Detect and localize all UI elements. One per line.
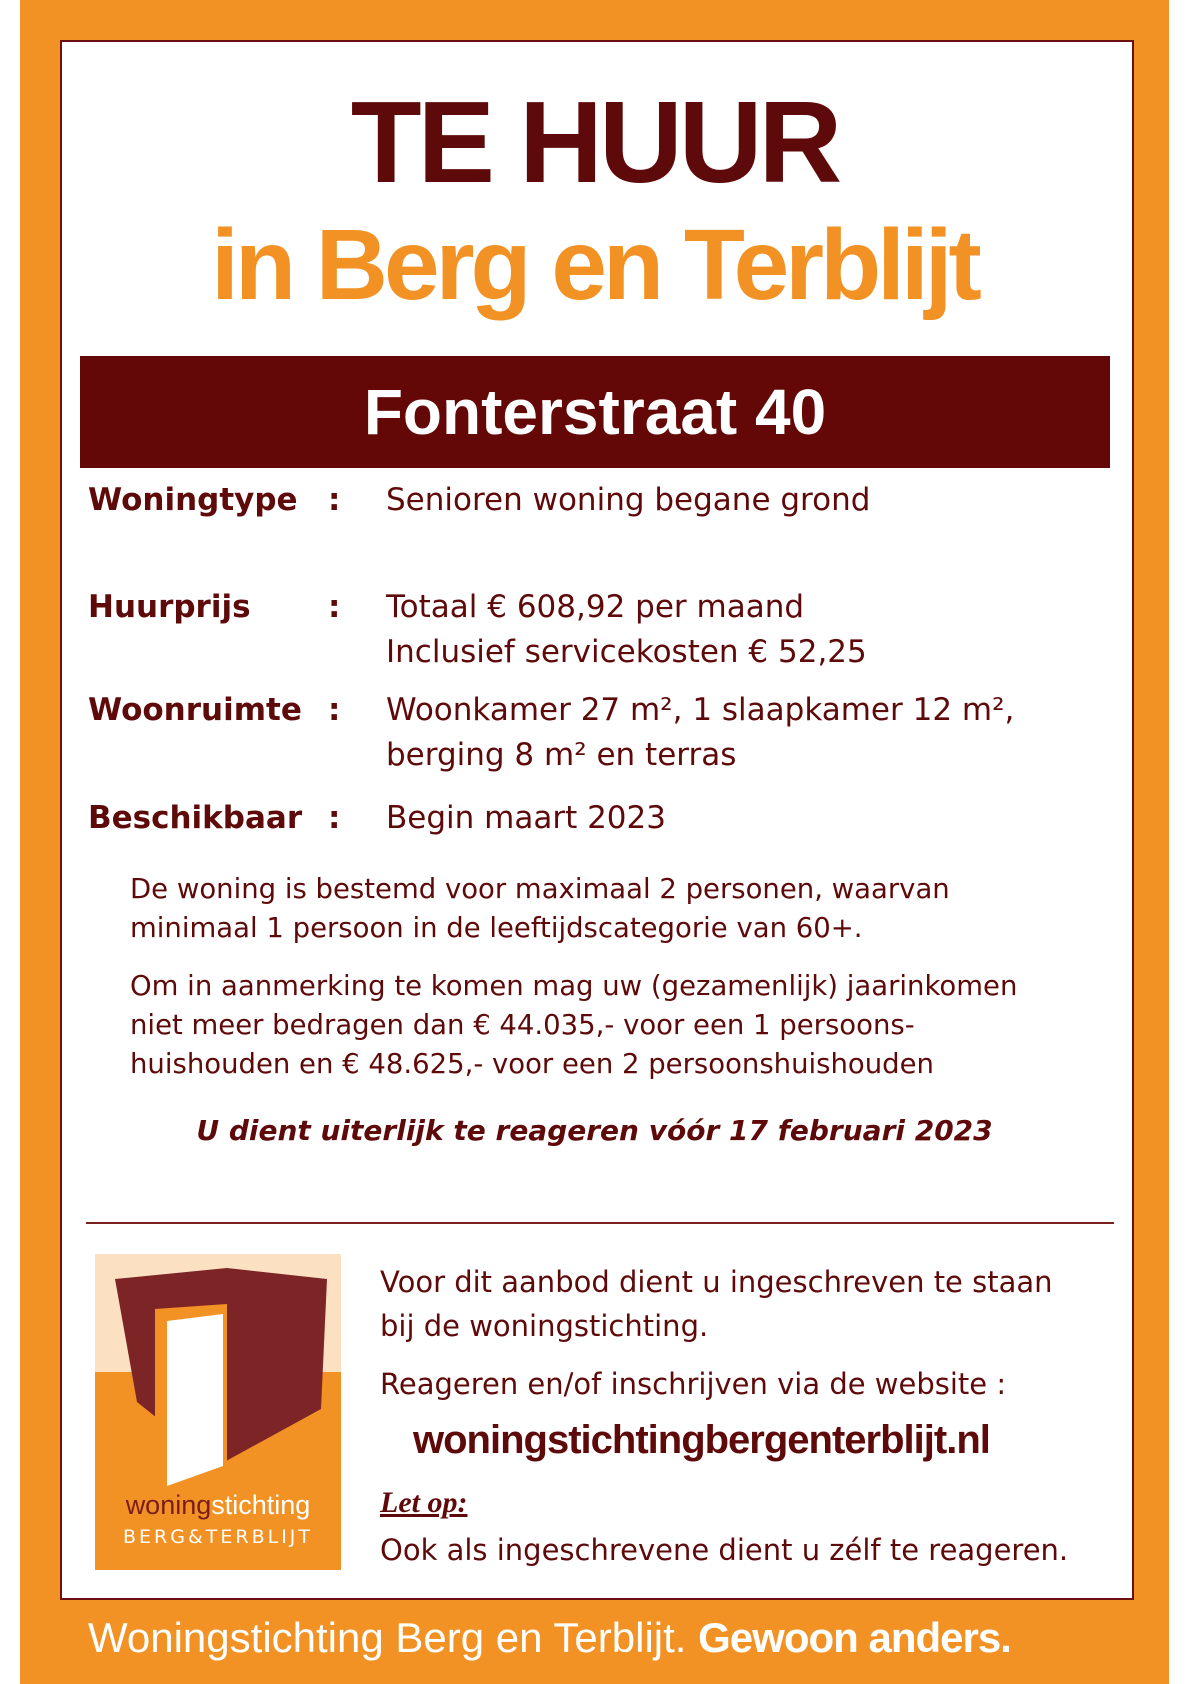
registration-line: bij de woningstichting. (380, 1309, 709, 1343)
conditions-line: De woning is bestemd voor maximaal 2 personen, waarvan (130, 873, 950, 905)
note-text: Ook als ingeschrevene dient u zélf te reageren. (380, 1533, 1069, 1567)
conditions-line: huishouden en € 48.625,- voor een 2 persoonshuishouden (130, 1048, 934, 1080)
footer-bar (88, 1608, 1148, 1668)
footer-name: Woningstichting Berg en Terblijt. (88, 1614, 687, 1661)
detail-value: Senioren woning begane grond (386, 482, 871, 518)
conditions-paragraph-2 (130, 967, 1120, 1084)
detail-colon: : (328, 692, 341, 728)
detail-label: Beschikbaar (88, 800, 303, 836)
detail-value: Begin maart 2023 (386, 800, 666, 836)
note-label: Let op: (380, 1486, 468, 1519)
detail-value: Woonkamer 27 m², 1 slaapkamer 12 m², (386, 692, 1015, 728)
detail-colon: : (328, 800, 341, 836)
detail-colon: : (328, 482, 341, 518)
detail-label: Woonruimte (88, 692, 302, 728)
detail-value: Totaal € 608,92 per maand (386, 589, 805, 625)
detail-label: Woningtype (88, 482, 298, 518)
respond-via-text: Reageren en/of inschrijven via de website : (380, 1367, 1007, 1401)
conditions-line: minimaal 1 persoon in de leeftijdscategorie van 60+. (130, 912, 863, 944)
response-deadline: U dient uiterlijk te reageren vóór 17 februari 2023 (196, 1114, 993, 1147)
registration-line: Voor dit aanbod dient u ingeschreven te staan (380, 1265, 1053, 1299)
address-banner: Fonterstraat 40 (80, 356, 1110, 468)
detail-value: Inclusief servicekosten € 52,25 (386, 634, 867, 670)
footer-slogan: Gewoon anders. (698, 1614, 1011, 1661)
logo-place: BERG&TERBLIJT (122, 1526, 314, 1548)
logo-name-bold: woning (125, 1490, 212, 1520)
conditions-line: Om in aanmerking te komen mag uw (gezamenlijk) jaarinkomen (130, 970, 1018, 1002)
poster-location: in Berg en Terblijt (211, 209, 978, 321)
logo-name-light: stichting (211, 1490, 311, 1520)
detail-label: Huurprijs (88, 589, 251, 625)
detail-colon: : (328, 589, 341, 625)
section-divider (86, 1222, 1114, 1224)
conditions-line: niet meer bedragen dan € 44.035,- voor een 1 persoons- (130, 1009, 915, 1041)
detail-value: berging 8 m² en terras (386, 737, 737, 773)
registration-info (380, 1260, 1053, 1348)
conditions-paragraph-1 (130, 870, 1120, 948)
woningstichting-logo (95, 1254, 341, 1570)
logo-name (95, 1490, 341, 1521)
logo-door-icon (95, 1254, 341, 1570)
poster-title: TE HUUR (350, 77, 839, 207)
website-link[interactable]: woningstichtingbergenterblijt.nl (413, 1418, 990, 1462)
